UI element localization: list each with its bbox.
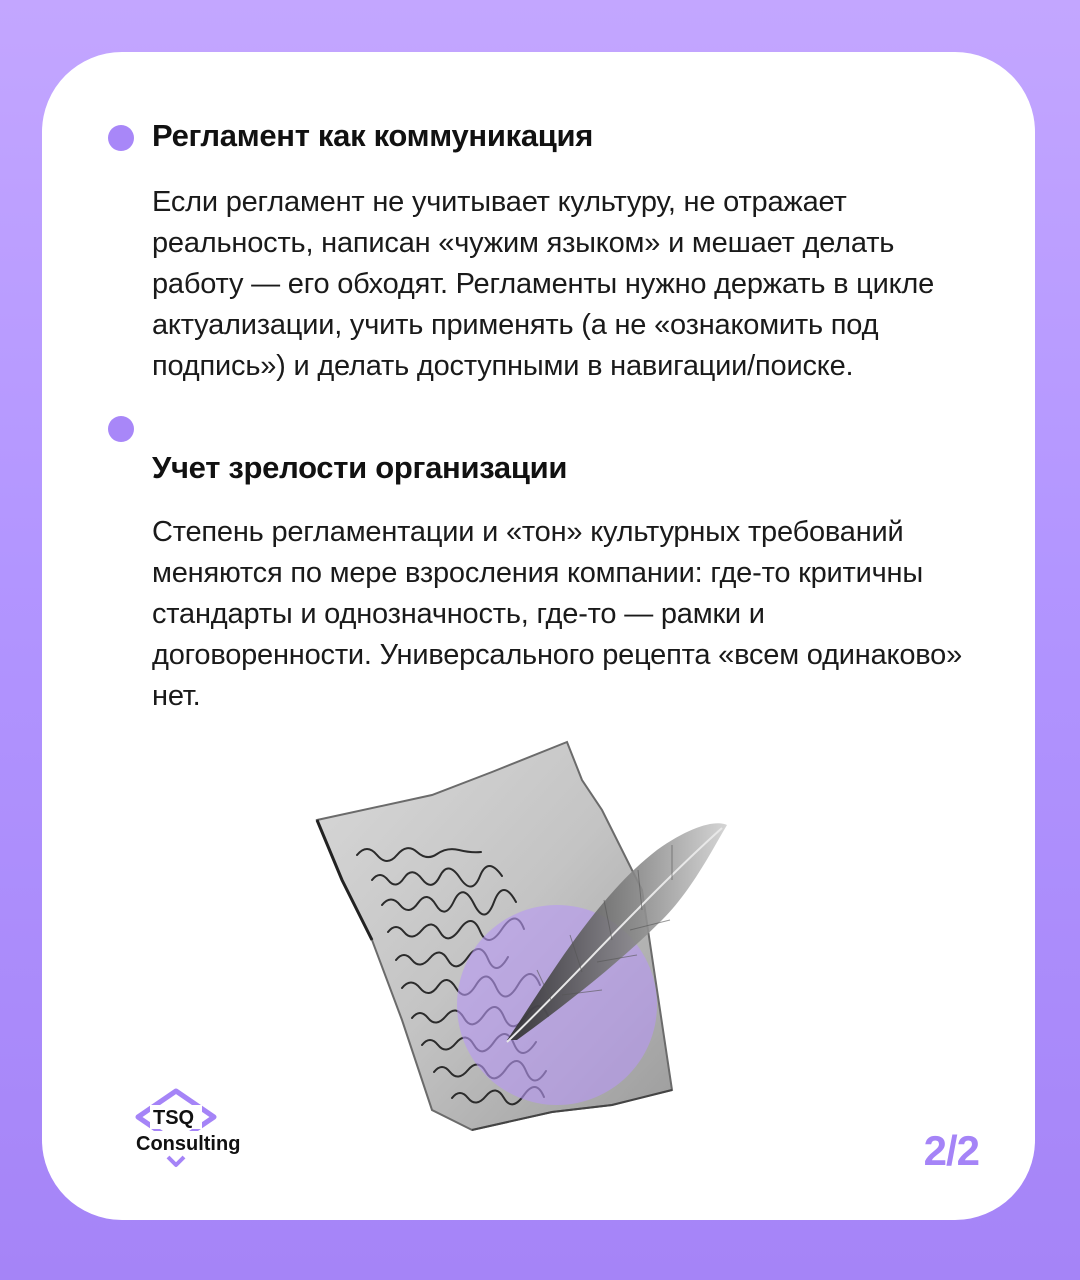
section-heading: Регламент как коммуникация bbox=[152, 118, 594, 153]
letter-and-quill-illustration bbox=[312, 740, 732, 1140]
section-text: Если регламент не учитывает культуру, не отражает реальность, написан «чужим языком» и мешает делать работу — его обходят. Регламенты нужно держать в цикле актуализации, учить применять (а не «ознакомить под подпись») и делать доступными в навигации/поиске. bbox=[152, 186, 935, 382]
page-number: 2/2 bbox=[923, 1127, 979, 1174]
bullet-dot bbox=[108, 416, 134, 442]
bullet-dot bbox=[108, 125, 134, 151]
section-heading: Учет зрелости организации bbox=[152, 450, 568, 485]
section-text: Степень регламентации и «тон» культурных требований меняются по мере взросления компании: где-то критичны стандарты и однозначность, где-то — рамки и договоренности. Универсального рецепта «всем одинаково» нет. bbox=[152, 516, 963, 712]
svg-text:TSQ: TSQ bbox=[153, 1107, 195, 1129]
tsq-logo bbox=[134, 1087, 254, 1177]
svg-text:Consulting: Consulting bbox=[136, 1133, 241, 1155]
slide-card bbox=[42, 52, 1035, 1220]
